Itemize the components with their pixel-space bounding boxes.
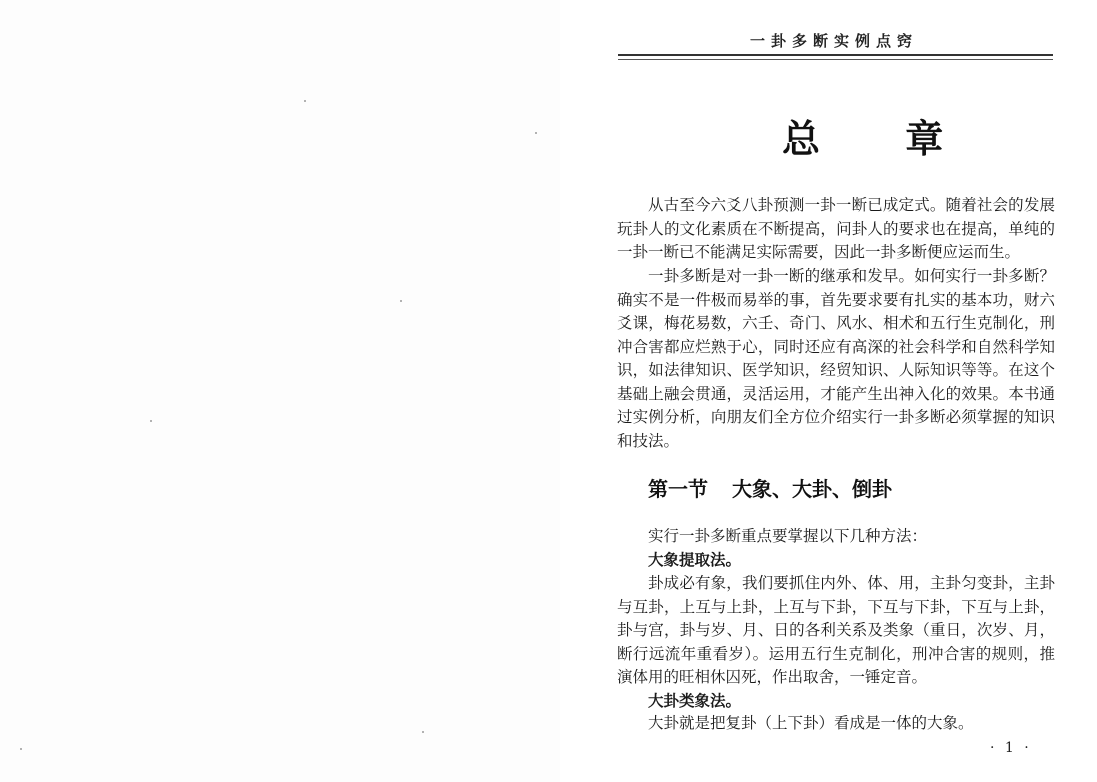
section-number: 第一节 (648, 477, 708, 501)
scan-speck (422, 731, 424, 733)
section-intro: 实行一卦多断重点要掌握以下几种方法： (648, 527, 928, 545)
method-2-body: 大卦就是把复卦（上下卦）看成是一体的大象。 (648, 714, 974, 732)
scan-speck (535, 132, 537, 134)
page-number: · 1 · (990, 740, 1032, 756)
scan-speck (400, 300, 402, 302)
running-head: 一卦多断实例点窍 (750, 32, 919, 50)
method-2-heading: 大卦类象法。 (648, 691, 742, 710)
scan-speck (150, 420, 152, 422)
scan-speck (20, 748, 22, 750)
header-rule-thin (618, 59, 1053, 60)
section-title-text: 大象、大卦、倒卦 (732, 477, 892, 501)
scan-speck (304, 100, 306, 102)
chapter-title: 总 章 (782, 116, 980, 161)
intro-paragraph-2: 一卦多断是对一卦一断的继承和发早。如何实行一卦多断？确实不是一件极而易举的事，首先要求要有扎实的基本功，财六爻课，梅花易数，六壬、奇门、风水、相术和五行生克制化，刑冲合害都应烂熟于心，同时还应有高深的社会科学和自然科学知识，如法律知识、医学知识，经贸知识、人际知识等等。在这个基础上融会贯通，灵活运用，才能产生出神入化的效果。本书通过实例分析，向朋友们全方位介绍实行一卦多断必须掌握的知识和技法。 (617, 267, 1055, 450)
header-rule (618, 54, 1053, 56)
method-1-heading: 大象提取法。 (648, 550, 742, 569)
intro-paragraph-1: 从古至今六爻八卦预测一卦一断已成定式。随着社会的发展玩卦人的文化素质在不断提高，问卦人的要求也在提高，单纯的一卦一断已不能满足实际需要，因此一卦多断便应运而生。 (617, 196, 1055, 261)
method-1-body: 卦成必有象，我们要抓住内外、体、用，主卦匀变卦，主卦与互卦，上互与上卦，上互与下卦，下互与下卦，下互与上卦，卦与宫，卦与岁、月、日的各利关系及类象（重日，次岁、月，断行远流年重看岁）。运用五行生克制化，刑冲合害的规则，推演体用的旺相休囚死，作出取舍，一锤定音。 (617, 574, 1055, 686)
section-heading (648, 473, 892, 502)
